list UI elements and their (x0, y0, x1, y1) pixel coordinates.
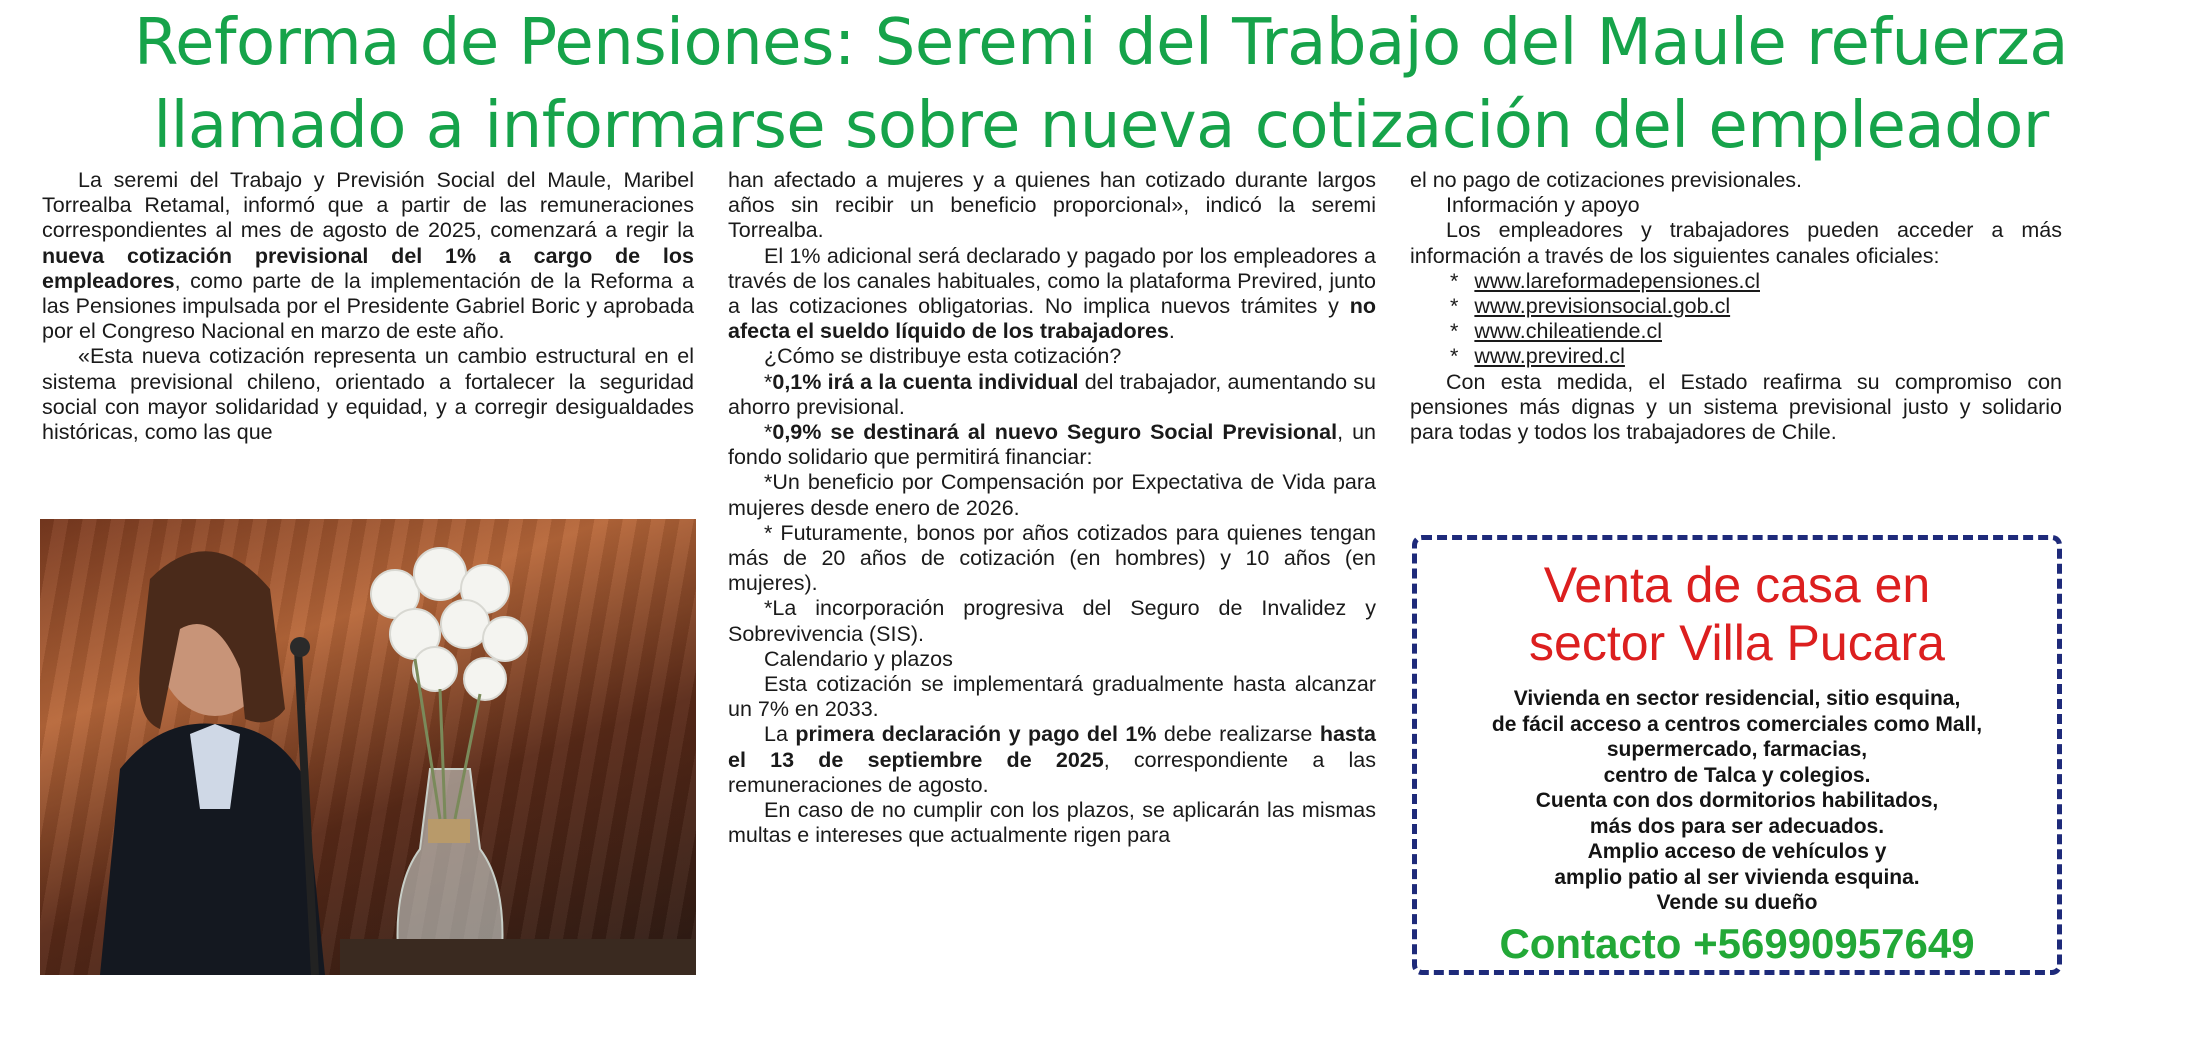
ad-line: más dos para ser adecuados. (1589, 814, 1885, 838)
headline-line-1: Reforma de Pensiones: Seremi del Trabajo del Maule refuerza (133, 6, 2069, 80)
ad-line: de fácil acceso a centros comerciales como Mall, (1491, 712, 1983, 736)
headline-line-2: llamado a informarse sobre nueva cotización del empleador (153, 89, 2049, 163)
link-previred[interactable]: www.previred.cl (1474, 344, 1625, 369)
paragraph: * Futuramente, bonos por años cotizados para quienes tengan más de 20 años de cotización (en hombres) y 10 años (en mujeres). (728, 520, 1376, 596)
paragraph: «Esta nueva cotización representa un cambio estructural en el sistema previsional chileno, orientado a fortalecer la seguridad social con mayor solidaridad y equidad, y a corregir desigualdades históricas, como las que (42, 344, 694, 445)
ad-line: Vivienda en sector residencial, sitio esquina, (1513, 687, 1961, 710)
paragraph: han afectado a mujeres y a quienes han cotizado durante largos años sin recibir un beneficio proporcional», indicó la seremi Torrealba. (728, 168, 1376, 243)
ad-line: Cuenta con dos dormitorios habilitados, (1535, 789, 1939, 812)
ad-title-line-2: sector Villa Pucara (1529, 615, 1945, 671)
ad-line: centro de Talca y colegios. (1603, 763, 1871, 787)
ad-line: amplio patio al ser vivienda esquina. (1554, 865, 1920, 889)
article-column-2 (728, 168, 1376, 848)
link-chileatiende[interactable]: www.chileatiende.cl (1474, 319, 1662, 344)
article-column-1 (42, 168, 694, 445)
link-previsionsocial[interactable]: www.previsionsocial.gob.cl (1474, 294, 1731, 319)
paragraph: el no pago de cotizaciones previsionales. (1410, 168, 1803, 192)
ad-line: Vende su dueño (1656, 891, 1818, 914)
paragraph: Esta cotización se implementará gradualmente hasta alcanzar un 7% en 2033. (728, 672, 1376, 722)
classified-ad (1412, 535, 2062, 975)
list-item: * www.chileatiende.cl (1450, 319, 1662, 344)
link-list (1410, 269, 2062, 370)
paragraph: *Un beneficio por Compensación por Expectativa de Vida para mujeres desde enero de 2026. (728, 470, 1376, 520)
list-item: * www.previred.cl (1450, 344, 1625, 369)
ad-body (1417, 686, 2057, 916)
list-item: * www.lareformadepensiones.cl (1450, 268, 1760, 293)
list-item: * www.previsionsocial.gob.cl (1450, 294, 1731, 319)
ad-contact-phone: Contacto +56990957649 (1499, 919, 1975, 967)
paragraph: ¿Cómo se distribuye esta cotización? (764, 344, 1122, 369)
paragraph: *0,9% se destinará al nuevo Seguro Social Previsional, un fondo solidario que permitirá financiar: (728, 420, 1376, 470)
headline (0, 2, 2202, 168)
article-column-3 (1410, 168, 2062, 445)
paragraph: La seremi del Trabajo y Previsión Social del Maule, Maribel Torrealba Retamal, informó que a partir de las remuneraciones correspondientes al mes de agosto de 2025, comenzará a regir la nueva cotización previsional del 1% a cargo de los empleadores, como parte de la implementación de la Reforma a las Pensiones impulsada por el Presidente Gabriel Boric y aprobada por el Congreso Nacional en marzo de este año. (42, 168, 694, 344)
ad-line: Amplio acceso de vehículos y (1587, 840, 1887, 863)
paragraph: En caso de no cumplir con los plazos, se aplicarán las mismas multas e intereses que actualmente rigen para (728, 798, 1376, 848)
paragraph: *0,1% irá a la cuenta individual del trabajador, aumentando su ahorro previsional. (728, 369, 1376, 419)
paragraph: *La incorporación progresiva del Seguro de Invalidez y Sobrevivencia (SIS). (728, 596, 1376, 646)
link-lareformadepensiones[interactable]: www.lareformadepensiones.cl (1474, 268, 1760, 293)
ad-title (1417, 556, 2057, 672)
paragraph: Los empleadores y trabajadores pueden acceder a más información a través de los siguientes canales oficiales: (1410, 218, 2062, 268)
ad-title-line-1: Venta de casa en (1543, 557, 1931, 613)
paragraph: La primera declaración y pago del 1% debe realizarse hasta el 13 de septiembre de 2025, correspondiente a las remuneraciones de agosto. (728, 722, 1377, 797)
paragraph: El 1% adicional será declarado y pagado por los empleadores a través de los canales habituales, como la plataforma Previred, junto a las cotizaciones obligatorias. No implica nuevos trámites y no afecta el sueldo líquido de los trabajadores. (728, 243, 1376, 344)
paragraph: Con esta medida, el Estado reafirma su compromiso con pensiones más dignas y un sistema previsional justo y solidario para todas y todos los trabajadores de Chile. (1410, 369, 2062, 445)
subheading: Información y apoyo (1446, 193, 1640, 218)
subheading: Calendario y plazos (764, 646, 953, 671)
article-photo (40, 519, 696, 975)
ad-line: supermercado, farmacias, (1606, 738, 1868, 761)
